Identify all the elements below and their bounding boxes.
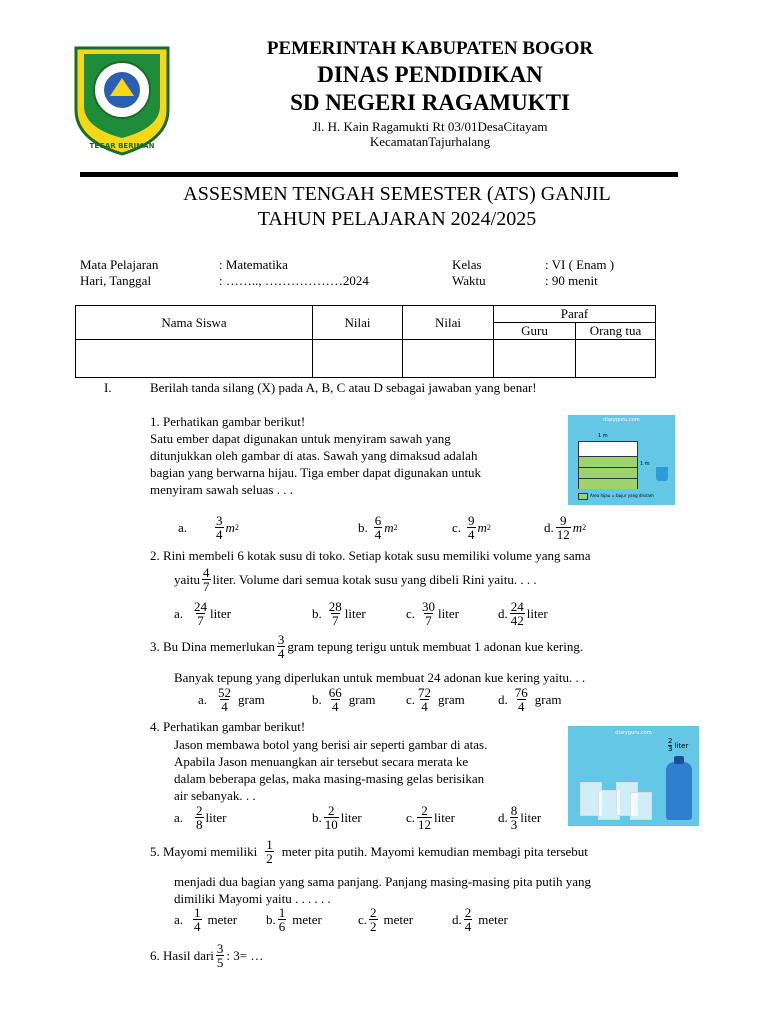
bottle-icon	[666, 762, 692, 820]
q5-post: meter pita putih. Mayomi kemudian membagi pita tersebut	[281, 843, 588, 859]
q4-option-a-unit: liter	[205, 809, 227, 825]
q1-option-a-fraction: $\frac{3}{4}$	[216, 513, 223, 542]
q4-option-c[interactable]	[406, 804, 455, 831]
time-value: : 90 menit	[545, 273, 598, 288]
q1-option-a-unit: m	[225, 519, 235, 535]
svg-text:TEGAR BERIMAN: TEGAR BERIMAN	[89, 142, 155, 150]
q2-option-c-fraction: $\frac{30}{7}$	[422, 599, 436, 628]
q1-option-b-unit: m	[384, 519, 394, 535]
student-table	[75, 305, 656, 378]
q4-text-1: Jason membawa botol yang berisi air seperti gambar di atas.	[174, 737, 488, 752]
q2-option-d-unit: liter	[526, 605, 548, 621]
q2-option-b-label: b.	[312, 605, 322, 621]
q1-option-b-fraction: $\frac{6}{4}$	[374, 513, 382, 542]
col-paraf: Paraf	[494, 306, 656, 323]
q5-option-b[interactable]	[266, 906, 322, 933]
q2-option-a-unit: liter	[210, 605, 231, 621]
q3-fraction: $\frac{3}{4}$	[277, 632, 285, 661]
q5-option-c-fraction: $\frac{2}{2}$	[370, 905, 377, 934]
q4-option-b-unit: liter	[340, 809, 362, 825]
time-label: Waktu	[452, 273, 486, 288]
q4-option-b-fraction: $\frac{2}{10}$	[324, 803, 338, 832]
q1-text-3: bagian yang berwarna hijau. Tiga ember dapat digunakan untuk	[150, 465, 482, 480]
q4-option-c-fraction: $\frac{2}{12}$	[418, 803, 432, 832]
q6-pre: 6. Hasil dari	[150, 947, 214, 963]
q6-fraction: $\frac{3}{5}$	[216, 941, 224, 970]
q4-option-d-fraction: $\frac{8}{3}$	[510, 803, 518, 832]
q4-option-c-unit: liter	[434, 809, 455, 825]
q3-line-2: Banyak tepung yang diperlukan untuk membuat 24 adonan kue kering yaitu. . .	[174, 670, 586, 685]
q3-post: gram tepung terigu untuk membuat 1 adonan kue kering.	[287, 638, 584, 654]
q4-option-d-label: d.	[498, 809, 508, 825]
q5-option-a-label: a.	[174, 911, 184, 927]
q5-line-2: menjadi dua bagian yang sama panjang. Panjang masing-masing pita putih yang	[174, 874, 591, 889]
q1-option-c-fraction: $\frac{9}{4}$	[468, 513, 475, 542]
q4-bottle-image	[568, 726, 699, 826]
q3-option-a-label: a.	[198, 691, 208, 707]
cell-paraf-guru[interactable]	[494, 340, 576, 378]
school-logo	[72, 44, 172, 156]
q4-option-c-label: c.	[406, 809, 416, 825]
q1-option-a-label: a.	[178, 519, 188, 535]
q1-field-image	[568, 415, 675, 505]
q5-option-b-unit: meter	[292, 911, 322, 927]
q3-option-b[interactable]	[312, 686, 375, 713]
q5-option-d-fraction: $\frac{2}{4}$	[464, 905, 472, 934]
q2-option-d-label: d.	[498, 605, 508, 621]
q3-line-1	[150, 633, 583, 660]
col-guru: Guru	[494, 323, 576, 340]
q1-option-d-unit: m	[572, 519, 583, 535]
col-nilai-2: Nilai	[403, 306, 494, 340]
section-instruction: Berilah tanda silang (X) pada A, B, C atau D sebagai jawaban yang benar!	[150, 380, 537, 395]
q1-option-c[interactable]: c. $\frac{9}{4}$ m 2	[452, 513, 491, 542]
q1-image-dim1: 1 m	[598, 433, 608, 439]
cell-nama-siswa[interactable]	[76, 340, 313, 378]
q4-option-d-unit: liter	[520, 809, 542, 825]
cell-paraf-ortu[interactable]	[576, 340, 656, 378]
q2-option-a[interactable]	[174, 600, 231, 627]
header-department: DINAS PENDIDIKAN	[317, 62, 543, 87]
q2-post: liter. Volume dari semua kotak susu yang dibeli Rini yaitu. . . .	[212, 571, 537, 587]
q4-image-site: diaryguru.com	[615, 730, 652, 736]
cell-nilai-2[interactable]	[403, 340, 494, 378]
bucket-icon	[656, 467, 668, 481]
q3-option-a[interactable]	[198, 686, 265, 713]
q2-option-b-fraction: $\frac{28}{7}$	[328, 599, 342, 628]
header-district: KecamatanTajurhalang	[369, 134, 491, 149]
q5-option-d-label: d.	[452, 911, 462, 927]
q3-option-d-fraction: $\frac{76}{4}$	[514, 685, 528, 714]
q3-pre: 3. Bu Dina memerlukan	[150, 638, 275, 654]
header-address: Jl. H. Kain Ragamukti Rt 03/01DesaCitayam	[312, 119, 548, 134]
q1-option-c-unit: m	[477, 519, 487, 535]
q1-image-legend: Area hijau = bujur yang disiram	[590, 493, 654, 498]
q2-option-c-label: c.	[406, 605, 416, 621]
q4-option-b[interactable]	[312, 804, 362, 831]
q4-title: 4. Perhatikan gambar berikut!	[150, 719, 306, 734]
exam-year: TAHUN PELAJARAN 2024/2025	[257, 208, 537, 230]
q5-option-a-fraction: $\frac{1}{4}$	[194, 905, 201, 934]
q1-option-c-label: c.	[452, 519, 462, 535]
q2-fraction: $\frac{4}{7}$	[203, 565, 210, 594]
header-divider	[80, 172, 678, 177]
q2-option-d-fraction: $\frac{24}{42}$	[510, 599, 524, 628]
q2-option-a-fraction: $\frac{24}{7}$	[194, 599, 208, 628]
q4-text-3: dalam beberapa gelas, maka masing-masing gelas berisikan	[174, 771, 485, 786]
q3-option-c-label: c.	[406, 691, 416, 707]
q2-option-b-unit: liter	[344, 605, 366, 621]
q1-text-2: ditunjukkan oleh gambar di atas. Sawah yang dimaksud adalah	[150, 448, 478, 463]
q1-option-b-label: b.	[358, 519, 368, 535]
q3-option-b-label: b.	[312, 691, 322, 707]
q4-text-4: air sebanyak. . .	[174, 788, 256, 803]
q2-option-c[interactable]	[406, 600, 459, 627]
q5-option-c[interactable]	[358, 906, 413, 933]
q2-option-d[interactable]	[498, 600, 548, 627]
q4-option-b-label: b.	[312, 809, 322, 825]
q6-line-1	[150, 942, 263, 969]
cell-nilai-1[interactable]	[313, 340, 403, 378]
class-label: Kelas	[452, 257, 482, 272]
q5-option-a-unit: meter	[207, 911, 238, 927]
q4-image-label: 2 3 liter	[668, 737, 689, 753]
q4-text-2: Apabila Jason menuangkan air tersebut secara merata ke	[174, 754, 469, 769]
q5-line-3: dimiliki Mayomi yaitu . . . . . .	[174, 891, 331, 906]
q1-text-1: Satu ember dapat digunakan untuk menyiram sawah yang	[150, 431, 451, 446]
q1-option-d-label: d.	[544, 519, 554, 535]
col-nama-siswa: Nama Siswa	[76, 306, 313, 340]
q3-option-a-unit: gram	[238, 691, 265, 707]
q5-option-b-label: b.	[266, 911, 276, 927]
q4-option-a-fraction: $\frac{2}{8}$	[196, 803, 203, 832]
q1-option-d[interactable]: d. $\frac{9}{12}$ m 2	[544, 513, 587, 542]
q4-option-a-label: a.	[174, 809, 184, 825]
header-school: SD NEGERI RAGAMUKTI	[290, 90, 570, 115]
q2-option-b[interactable]	[312, 600, 366, 627]
q1-text-4: menyiram sawah seluas . . .	[150, 482, 293, 497]
class-value: : VI ( Enam )	[545, 257, 615, 272]
q5-option-d[interactable]	[452, 906, 508, 933]
q1-image-dim2: 1 m	[640, 461, 650, 467]
q3-option-d[interactable]	[498, 686, 561, 713]
col-nilai-1: Nilai	[313, 306, 403, 340]
exam-title: ASSESMEN TENGAH SEMESTER (ATS) GANJIL	[183, 183, 611, 205]
day-value: : …….., ………………2024	[219, 273, 369, 288]
q2-line-2	[174, 566, 537, 593]
q1-image-site: diaryguru.com	[603, 417, 640, 423]
q3-option-c-unit: gram	[438, 691, 465, 707]
q1-field-grid	[578, 441, 638, 489]
q5-option-c-unit: meter	[383, 911, 414, 927]
q2-line-1: 2. Rini membeli 6 kotak susu di toko. Setiap kotak susu memiliki volume yang sama	[150, 548, 591, 563]
header-government: PEMERINTAH KABUPATEN BOGOR	[266, 38, 594, 59]
q3-option-c-fraction: $\frac{72}{4}$	[418, 685, 432, 714]
q4-option-a[interactable]	[174, 804, 226, 831]
q2-option-a-label: a.	[174, 605, 184, 621]
section-roman: I.	[104, 380, 112, 395]
q3-option-b-unit: gram	[348, 691, 376, 707]
q5-option-b-fraction: $\frac{1}{6}$	[278, 905, 286, 934]
q1-legend-swatch	[578, 493, 588, 500]
q4-option-d[interactable]	[498, 804, 541, 831]
q5-option-d-unit: meter	[478, 911, 508, 927]
subject-label: Mata Pelajaran	[80, 257, 159, 272]
q3-option-d-label: d.	[498, 691, 508, 707]
q3-option-c[interactable]	[406, 686, 465, 713]
glass-icon	[630, 792, 652, 820]
q1-option-d-fraction: $\frac{9}{12}$	[556, 513, 570, 542]
q3-option-b-fraction: $\frac{66}{4}$	[328, 685, 342, 714]
q1-title: 1. Perhatikan gambar berikut!	[150, 414, 306, 429]
q1-option-b[interactable]: b. $\frac{6}{4}$ m 2	[358, 513, 398, 542]
q3-option-a-fraction: $\frac{52}{4}$	[218, 685, 232, 714]
day-label: Hari, Tanggal	[80, 273, 152, 288]
q3-option-d-unit: gram	[534, 691, 562, 707]
q2-option-c-unit: liter	[438, 605, 459, 621]
q5-option-c-label: c.	[358, 911, 368, 927]
q6-post: : 3= …	[226, 947, 264, 963]
q2-pre: yaitu	[174, 571, 200, 587]
col-orang-tua: Orang tua	[576, 323, 656, 340]
q5-fraction: $\frac{1}{2}$	[266, 837, 273, 866]
q5-line-1	[150, 838, 588, 865]
q1-option-a[interactable]: a. $\frac{3}{4}$ m 2	[178, 513, 239, 542]
subject-value: : Matematika	[219, 257, 288, 272]
q5-option-a[interactable]	[174, 906, 237, 933]
q5-pre: 5. Mayomi memiliki	[150, 843, 258, 859]
